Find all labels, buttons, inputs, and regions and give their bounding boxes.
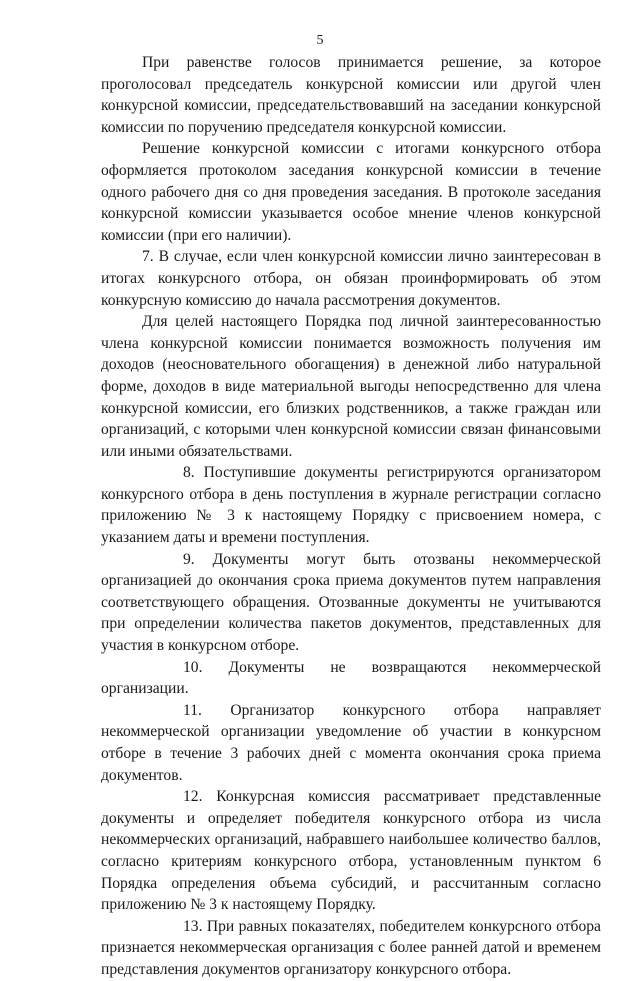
paragraph-item-7 (101, 246, 601, 311)
page-number: 5 (316, 33, 324, 48)
paragraph-text: При равенстве голосов принимается решение, за которое проголосовал председатель конкурсной комиссии или другой член конкурсной комиссии, председательствовавший на заседании конкурсной комиссии по поручению председателя конкурсной комиссии. (101, 54, 601, 136)
paragraph-interest-definition (101, 311, 601, 462)
paragraph-text: Организатор конкурсного отбора направляет некоммерческой организации уведомление об участии в конкурсном отборе в течение 3 рабочих дней с момента окончания срока приема документов. (101, 701, 601, 784)
paragraph-text: При равных показателях, победителем конкурсного отбора признается некоммерческая организация с более ранней датой и временем представления документов организатору конкурсного отбора. (101, 917, 601, 978)
paragraph-number: 12. (183, 788, 203, 806)
paragraph-number: 9. (183, 550, 195, 568)
paragraph-number: 7. (142, 248, 154, 266)
paragraph-item-9 (101, 549, 601, 657)
document-body (101, 52, 601, 981)
paragraph-item-8 (101, 462, 601, 548)
paragraph-number: 13. (183, 917, 203, 935)
paragraph-text: В случае, если член конкурсной комиссии лично заинтересован в итогах конкурсного отбора, он обязан проинформировать об этом конкурсную комиссию до начала рассмотрения документов. (101, 248, 601, 309)
paragraph-number: 11. (183, 701, 202, 719)
paragraph-text: Документы не возвращаются некоммерческой организации. (101, 658, 601, 698)
paragraph-number: 10. (183, 658, 203, 676)
paragraph-item-10 (101, 657, 601, 700)
paragraph-protocol (101, 138, 601, 246)
paragraph-tie-vote (101, 52, 601, 138)
paragraph-number: 8. (183, 464, 195, 482)
paragraph-text: Для целей настоящего Порядка под личной заинтересованностью члена конкурсной комиссии понимается возможность получения им доходов (неосновательного обогащения) в денежной либо натуральной форме, доходов в виде материальной выгоды непосредственно для члена конкурсной комиссии, его близких родственников, а также граждан или организаций, с которыми член конкурсной комиссии связан финансовыми или иными обязательствами. (101, 313, 601, 460)
paragraph-item-12 (101, 786, 601, 916)
paragraph-item-13 (101, 916, 601, 981)
paragraph-item-11 (101, 700, 601, 786)
paragraph-text: Документы могут быть отозваны некоммерческой организацией до окончания срока приема документов путем направления соответствующего обращения. Отозванные документы не учитываются при определении количества пакетов документов, представленных для участия в конкурсном отборе. (101, 550, 601, 655)
paragraph-text: Решение конкурсной комиссии с итогами конкурсного отбора оформляется протоколом заседания конкурсной комиссии в течение одного рабочего дня со дня проведения заседания. В протоколе заседания конкурсной комиссии указывается особое мнение членов конкурсной комиссии (при его наличии). (101, 140, 601, 244)
paragraph-text: Конкурсная комиссия рассматривает представленные документы и определяет победителя конкурсного отбора из числа некоммерческих организаций, набравшего наибольшее количество баллов, согласно критериям конкурсного отбора, установленным пунктом 6 Порядка определения объема субсидий, и рассчитанным согласно приложению № 3 к настоящему Порядку. (101, 788, 601, 914)
paragraph-text: Поступившие документы регистрируются организатором конкурсного отбора в день поступления в журнале регистрации согласно приложению № 3 к настоящему Порядку с присвоением номера, с указанием даты и времени поступления. (101, 464, 601, 547)
